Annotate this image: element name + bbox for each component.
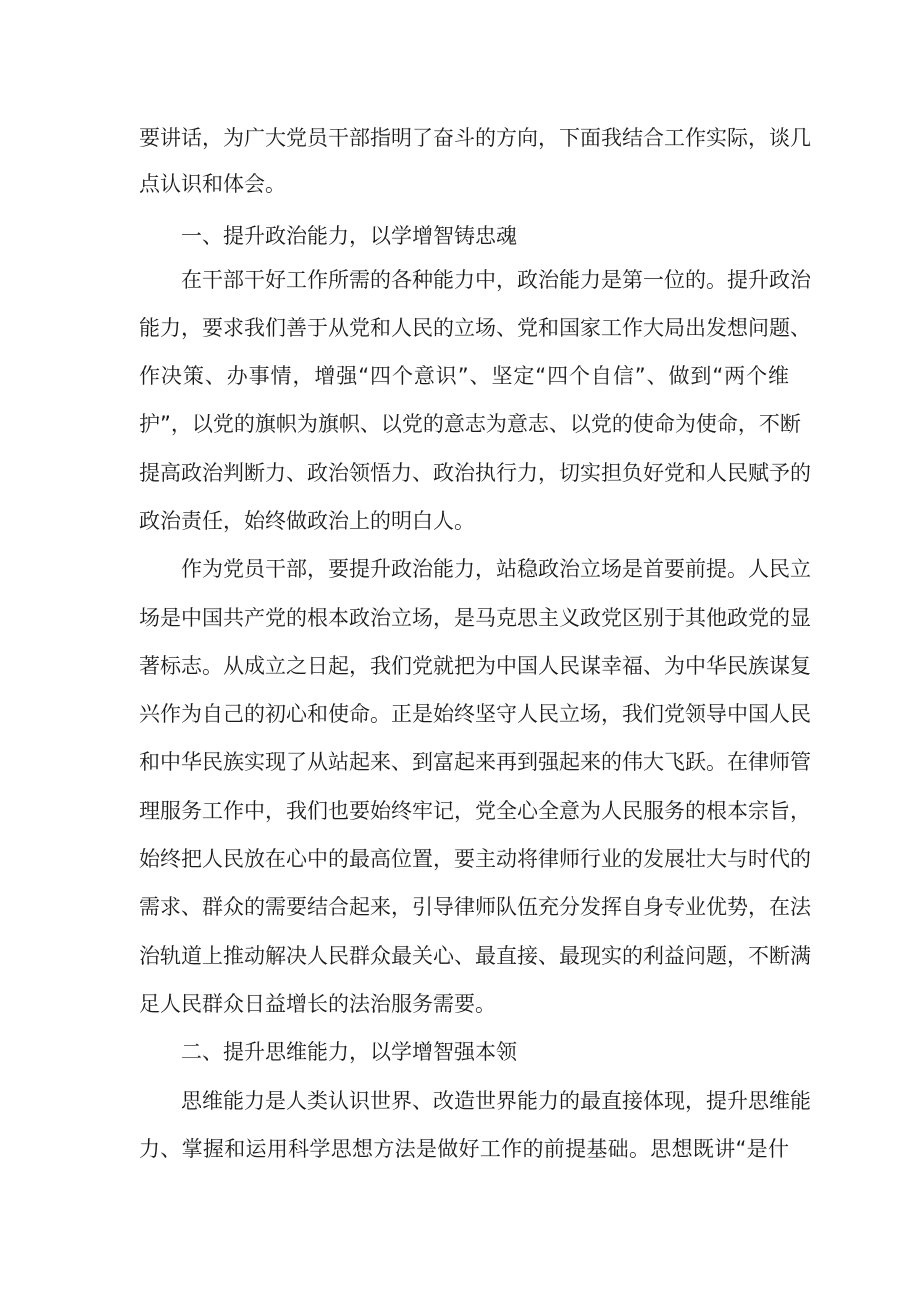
paragraph-line: 在干部干好工作所需的各种能力中，政治能力是第一位的。提升政治 [181,268,811,292]
paragraph-line: 足人民群众日益增长的法治服务需要。 [139,992,496,1016]
paragraph-line: 和中华民族实现了从站起来、到富起来再到强起来的伟大飞跃。在律师管 [139,750,811,774]
paragraph-line: 力、掌握和运用科学思想方法是做好工作的前提基础。思想既讲“是什 [139,1137,789,1161]
section-heading-2: 二、提升思维能力，以学增智强本领 [181,1040,517,1064]
paragraph-line: 需求、群众的需要结合起来，引导律师队伍充分发挥自身专业优势，在法 [139,895,811,919]
paragraph-line: 兴作为自己的初心和使命。正是始终坚守人民立场，我们党领导中国人民 [139,702,811,726]
paragraph-line: 能力，要求我们善于从党和人民的立场、党和国家工作大局出发想问题、 [139,316,811,340]
paragraph-line: 提高政治判断力、政治领悟力、政治执行力，切实担负好党和人民赋予的 [139,461,811,485]
paragraph-line: 始终把人民放在心中的最高位置，要主动将律师行业的发展壮大与时代的 [139,847,811,871]
paragraph-line: 作为党员干部，要提升政治能力，站稳政治立场是首要前提。人民立 [181,557,811,581]
paragraph-line: 著标志。从成立之日起，我们党就把为中国人民谋幸福、为中华民族谋复 [139,654,811,678]
paragraph-line: 作决策、办事情，增强“四个意识”、坚定“四个自信”、做到“两个维 [139,364,789,388]
paragraph-line: 要讲话，为广大党员干部指明了奋斗的方向，下面我结合工作实际，谈几 [139,126,811,150]
section-heading-1: 一、提升政治能力，以学增智铸忠魂 [181,224,517,248]
paragraph-line: 思维能力是人类认识世界、改造世界能力的最直接体现，提升思维能 [181,1089,811,1113]
paragraph-line: 理服务工作中，我们也要始终牢记，党全心全意为人民服务的根本宗旨， [139,799,811,823]
paragraph-line: 场是中国共产党的根本政治立场，是马克思主义政党区别于其他政党的显 [139,606,811,630]
paragraph-line: 政治责任，始终做政治上的明白人。 [139,509,475,533]
paragraph-line: 护”，以党的旗帜为旗帜、以党的意志为意志、以党的使命为使命，不断 [139,412,801,436]
paragraph-line: 治轨道上推动解决人民群众最关心、最直接、最现实的利益问题，不断满 [139,944,811,968]
paragraph-line: 点认识和体会。 [139,172,286,196]
